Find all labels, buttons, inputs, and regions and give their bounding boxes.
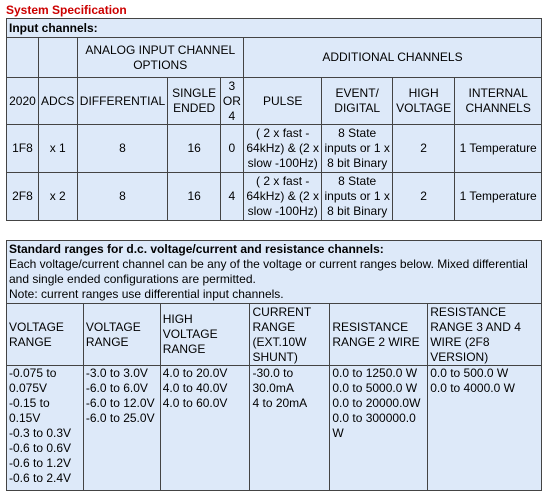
cell-single-ended: 16 bbox=[168, 173, 220, 221]
current-ranges-cell bbox=[250, 366, 330, 491]
cell-model: 1F8 bbox=[7, 125, 39, 173]
cell-differential: 8 bbox=[77, 125, 168, 173]
table-row bbox=[7, 173, 542, 221]
list-item: 4 to 20mA bbox=[252, 396, 308, 410]
cell-pulse: ( 2 x fast - 64kHz) & (2 x slow -100Hz) bbox=[243, 173, 322, 221]
list-item: 0.0 to 4000.0 W bbox=[430, 381, 515, 395]
cell-model: 2F8 bbox=[7, 173, 39, 221]
col-model: 2020 bbox=[7, 78, 39, 125]
high-voltage-ranges-cell bbox=[160, 366, 250, 491]
cell-internal: 1 Temperature bbox=[455, 173, 542, 221]
col-single-ended: SINGLE ENDED bbox=[168, 78, 220, 125]
col-high-voltage-range: HIGH VOLTAGE RANGE bbox=[160, 304, 250, 366]
cell-internal: 1 Temperature bbox=[455, 125, 542, 173]
table-row bbox=[7, 125, 542, 173]
cell-event-digital: 8 State inputs or 1 x 8 bit Binary bbox=[322, 125, 392, 173]
page-title: System Specification bbox=[6, 3, 127, 17]
list-item: 0.0 to 5000.0 W bbox=[332, 381, 418, 395]
table-row bbox=[7, 366, 542, 491]
list-item: 0.0 to 20000.0W bbox=[332, 396, 421, 410]
cell-event-digital: 8 State inputs or 1 x 8 bit Binary bbox=[322, 173, 392, 221]
resistance-3-4-wire-cell bbox=[428, 366, 542, 491]
list-item: -0.6 to 0.6V bbox=[9, 441, 72, 455]
col-resistance-3-4-wire: RESISTANCE RANGE 3 AND 4 WIRE (2F8 VERSION) bbox=[428, 304, 542, 366]
col-high-voltage: HIGH VOLTAGE bbox=[392, 78, 454, 125]
col-three-or-four: 3 OR 4 bbox=[220, 78, 243, 125]
cell-three-or-four: 0 bbox=[220, 125, 243, 173]
resistance-2-wire-cell bbox=[330, 366, 428, 491]
list-item: -0.3 to 0.3V bbox=[9, 426, 72, 440]
cell-high-voltage: 2 bbox=[392, 125, 454, 173]
list-item: 4.0 to 20.0V bbox=[162, 366, 228, 380]
col-internal: INTERNAL CHANNELS bbox=[455, 78, 542, 125]
cell-three-or-four: 4 bbox=[220, 173, 243, 221]
list-item: -30.0 to 30.0mA bbox=[252, 366, 294, 395]
list-item: -0.15 to 0.15V bbox=[9, 396, 50, 425]
list-item: -0.6 to 1.2V bbox=[9, 456, 72, 470]
ranges-note-2: Note: current ranges use differential input channels. bbox=[9, 287, 284, 301]
col-event-digital: EVENT/ DIGITAL bbox=[322, 78, 392, 125]
cell-adcs: x 1 bbox=[38, 125, 77, 173]
col-pulse: PULSE bbox=[243, 78, 322, 125]
ranges-table bbox=[6, 240, 542, 491]
list-item: -3.0 to 3.0V bbox=[85, 366, 148, 380]
col-voltage-range: VOLTAGE RANGE bbox=[7, 304, 84, 366]
list-item: 4.0 to 40.0V bbox=[162, 381, 228, 395]
analog-options-header: ANALOG INPUT CHANNEL OPTIONS bbox=[77, 38, 243, 78]
ranges-note-1: Each voltage/current channel can be any of the voltage or current ranges below. Mixed differential and single ended configurations are permitted. bbox=[9, 257, 528, 286]
list-item: 4.0 to 60.0V bbox=[162, 396, 228, 410]
additional-channels-header: ADDITIONAL CHANNELS bbox=[243, 38, 541, 78]
list-item: -6.0 to 25.0V bbox=[85, 411, 155, 425]
voltage-ranges-cell bbox=[7, 366, 84, 491]
voltage-ranges-2-cell bbox=[83, 366, 160, 491]
cell-high-voltage: 2 bbox=[392, 173, 454, 221]
col-voltage-range-2: VOLTAGE RANGE bbox=[83, 304, 160, 366]
list-item: -6.0 to 12.0V bbox=[85, 396, 155, 410]
col-current-range: CURRENT RANGE (EXT.10W SHUNT) bbox=[250, 304, 330, 366]
ranges-caption: Standard ranges for d.c. voltage/current and resistance channels: bbox=[9, 242, 384, 256]
cell-differential: 8 bbox=[77, 173, 168, 221]
list-item: 0.0 to 500.0 W bbox=[430, 366, 509, 380]
cell-single-ended: 16 bbox=[168, 125, 220, 173]
cell-pulse: ( 2 x fast - 64kHz) & (2 x slow -100Hz) bbox=[243, 125, 322, 173]
list-item: -0.6 to 2.4V bbox=[9, 471, 72, 485]
cell-adcs: x 2 bbox=[38, 173, 77, 221]
input-channels-caption: Input channels: bbox=[7, 19, 542, 38]
list-item: 0.0 to 300000.0 W bbox=[332, 411, 416, 440]
col-differential: DIFFERENTIAL bbox=[77, 78, 168, 125]
col-adcs: ADCS bbox=[38, 78, 77, 125]
list-item: -6.0 to 6.0V bbox=[85, 381, 148, 395]
list-item: 0.0 to 1250.0 W bbox=[332, 366, 418, 380]
list-item: -0.075 to 0.075V bbox=[9, 366, 57, 395]
input-channels-table bbox=[6, 18, 542, 221]
col-resistance-2-wire: RESISTANCE RANGE 2 WIRE bbox=[330, 304, 428, 366]
